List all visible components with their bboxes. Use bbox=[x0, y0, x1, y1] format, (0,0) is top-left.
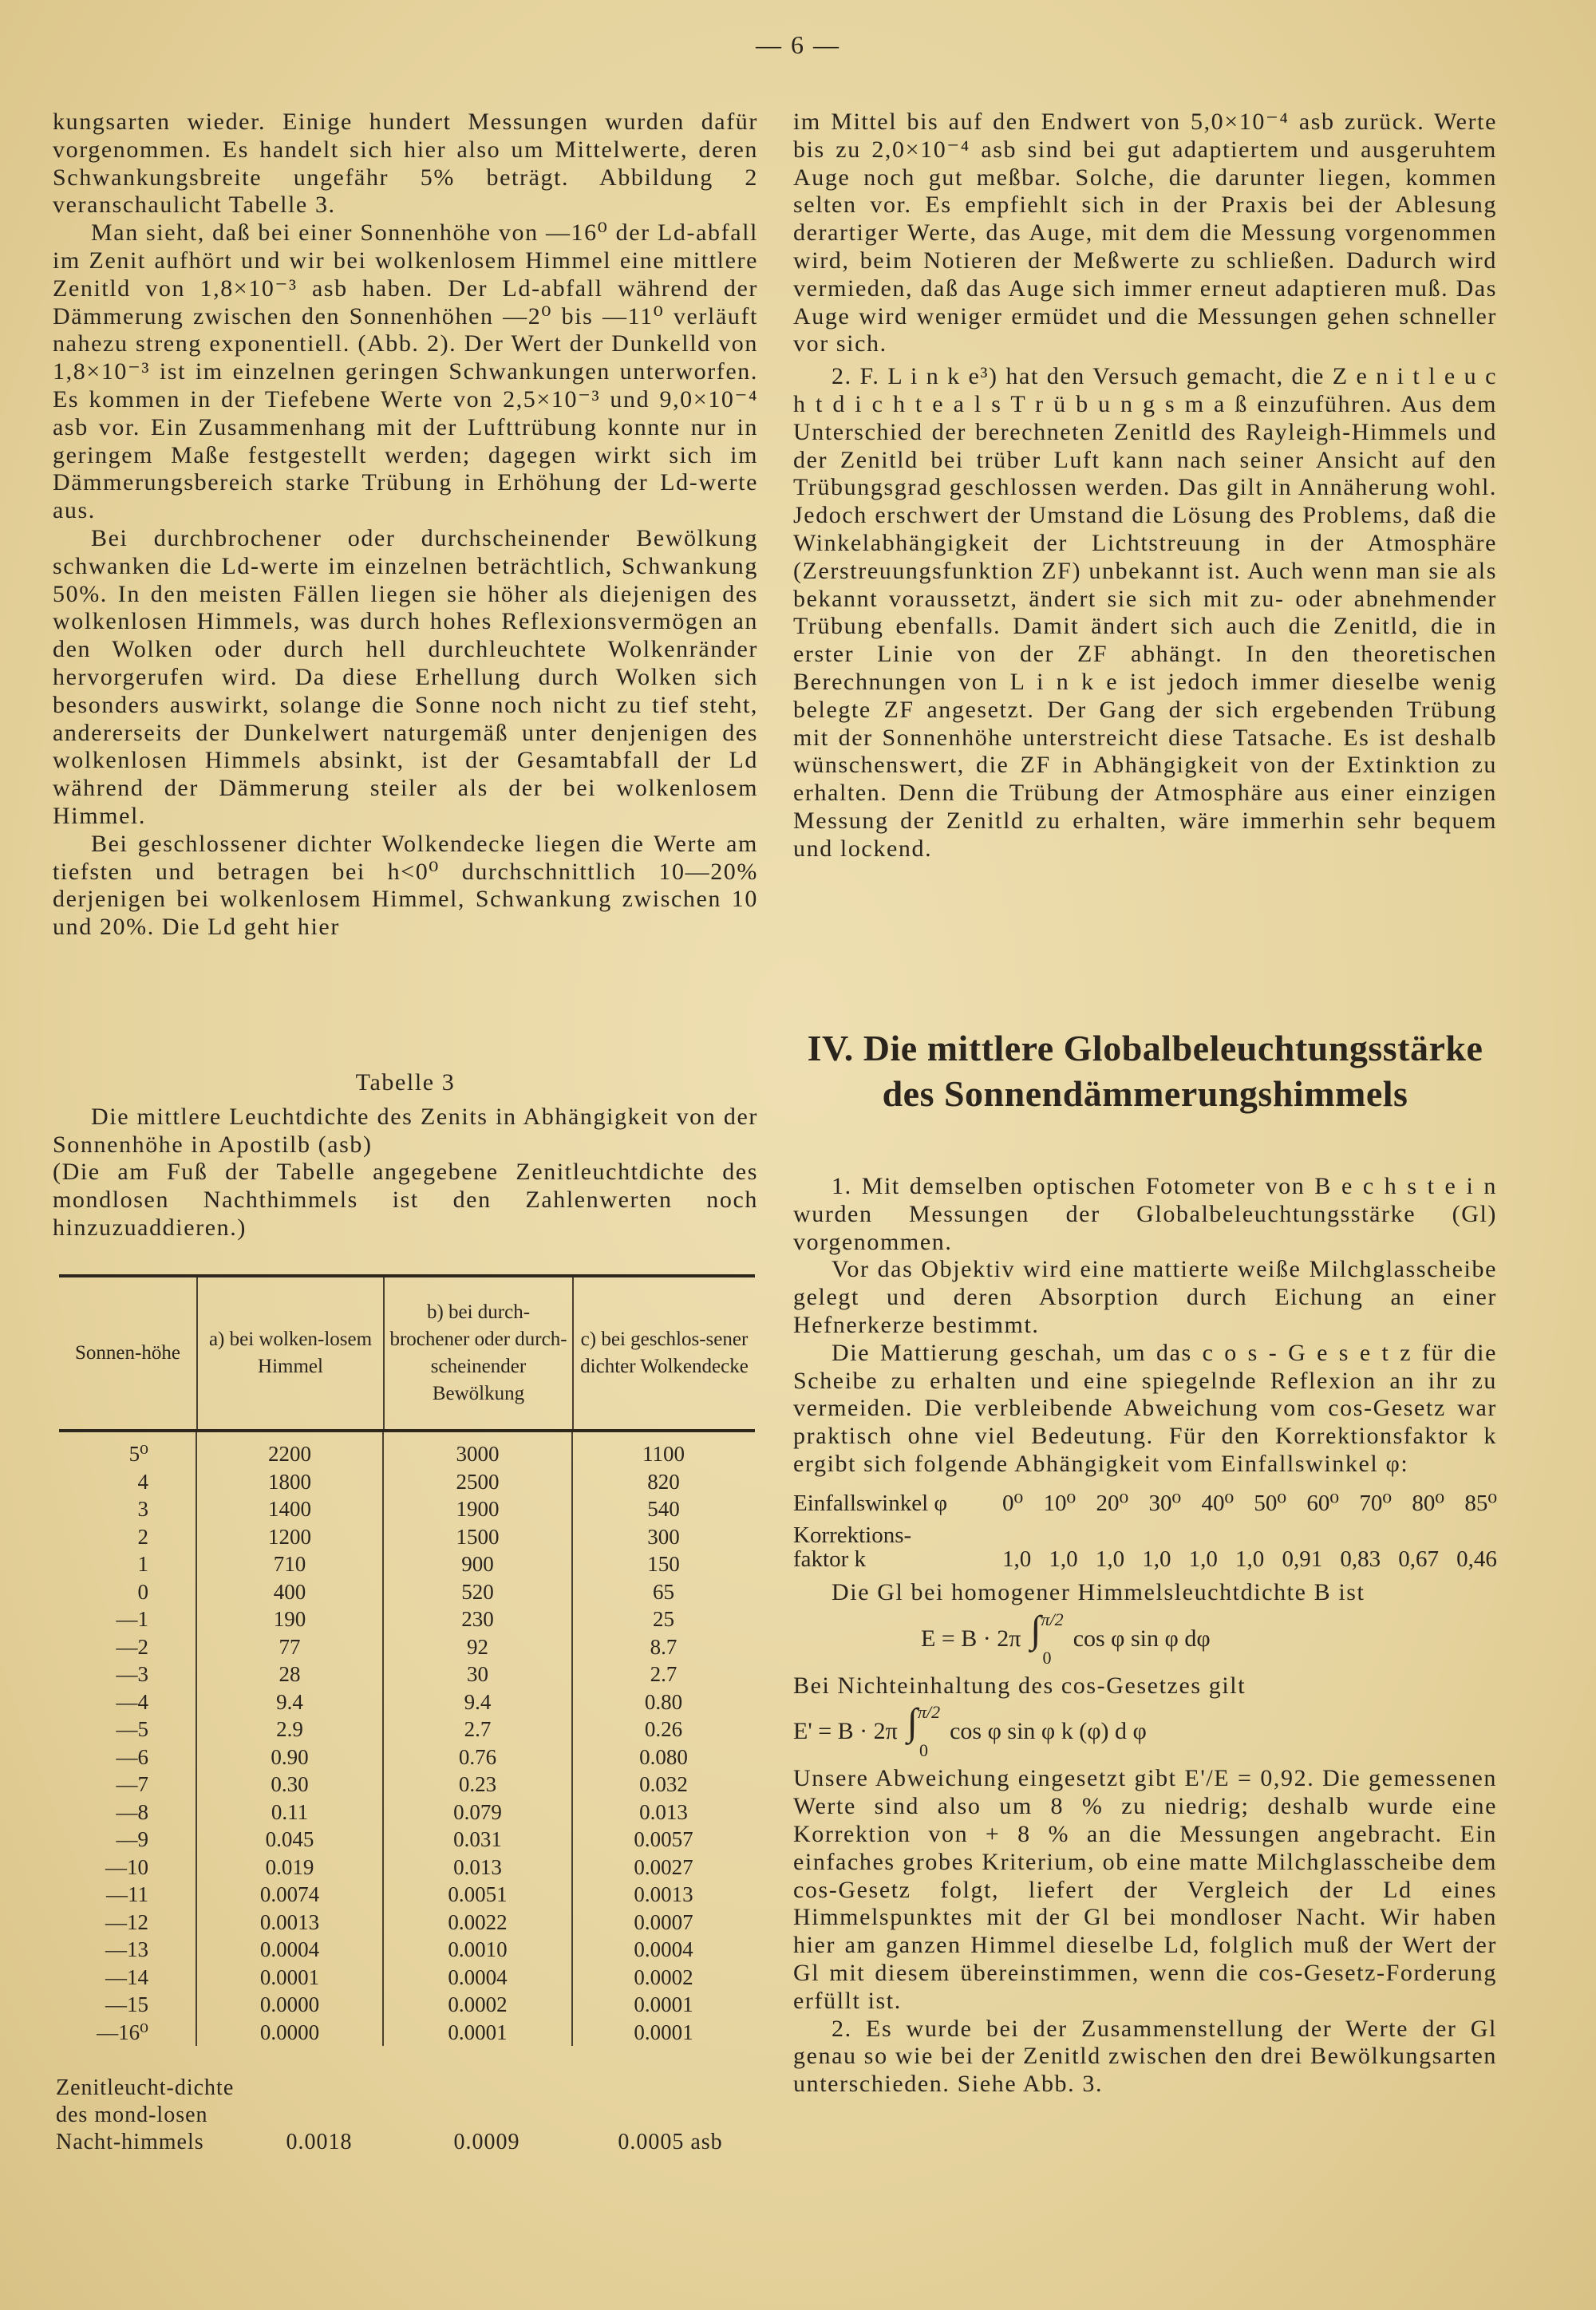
factor-values bbox=[1002, 1547, 1497, 1571]
table-row bbox=[59, 1468, 755, 1496]
cell-geschlossen: 540 bbox=[647, 1497, 680, 1521]
cell-wolkenlos: 0.0074 bbox=[259, 1882, 320, 1906]
cell-durchbrochen: 0.76 bbox=[458, 1744, 497, 1769]
cell-durchbrochen: 0.031 bbox=[453, 1827, 502, 1851]
factor-value: 0,67 bbox=[1398, 1546, 1439, 1572]
cell-wolkenlos: 0.045 bbox=[265, 1827, 314, 1851]
cell-wolkenlos: 1800 bbox=[268, 1469, 311, 1494]
cell-sonnenhoehe: —16⁰ bbox=[97, 2020, 148, 2044]
cell-geschlossen: 300 bbox=[647, 1524, 680, 1549]
cell-wolkenlos: 0.0000 bbox=[259, 1992, 320, 2016]
cell-geschlossen: 0.0027 bbox=[634, 1854, 693, 1879]
cell-geschlossen: 0.0007 bbox=[634, 1909, 693, 1934]
table-row bbox=[59, 1964, 755, 1992]
table-header bbox=[59, 1277, 755, 1429]
cell-sonnenhoehe: —9 bbox=[116, 1827, 148, 1851]
cell-sonnenhoehe: —7 bbox=[116, 1772, 148, 1796]
paragraph: 2. Es wurde bei der Zusammenstellung der Werte der Gl genau so wie bei der Zenitld zwischen den drei Bewölkungsarten unterschieden. Siehe Abb. 3. bbox=[793, 2015, 1497, 2098]
table-3 bbox=[59, 1274, 755, 2046]
table-row bbox=[59, 1771, 755, 1799]
cell-durchbrochen: 9.4 bbox=[464, 1689, 492, 1714]
cell-sonnenhoehe: 3 bbox=[137, 1497, 148, 1521]
eq1-lhs: E = B · 2π bbox=[921, 1625, 1021, 1652]
cell-durchbrochen: 0.0004 bbox=[448, 1964, 508, 1989]
cell-sonnenhoehe: —10 bbox=[105, 1854, 148, 1879]
paragraph: im Mittel bis auf den Endwert von 5,0×10⁻⁴ asb zurück. Werte bis zu 2,0×10⁻⁴ asb sind bei gut adaptiertem und ausgeruhtem Auge noch gut meßbar. Solche, die darunter liegen, kommen selten vor. Es empfiehlt sich in der Praxis bei der Ablesung derartiger Werte, das Auge, mit dem die Messung vorgenommen wird, beim Notieren der Meßwerte zu schließen. Dadurch wird vermieden, daß das Auge sich immer erneut adaptieren muß. Das Auge wird weniger ermüdet und die Messungen gehen schneller vor sich. bbox=[793, 109, 1497, 357]
cell-wolkenlos: 77 bbox=[279, 1634, 301, 1659]
cell-sonnenhoehe: —14 bbox=[105, 1964, 148, 1989]
table-row bbox=[59, 1881, 755, 1909]
cell-sonnenhoehe: —12 bbox=[105, 1909, 148, 1934]
cell-wolkenlos: 0.019 bbox=[265, 1854, 314, 1879]
factor-value: 0,91 bbox=[1282, 1546, 1323, 1572]
cell-sonnenhoehe: 2 bbox=[137, 1524, 148, 1549]
cell-durchbrochen: 520 bbox=[461, 1579, 494, 1604]
eq2-lower-limit: 0 bbox=[918, 1740, 928, 1761]
cell-sonnenhoehe: —4 bbox=[116, 1689, 148, 1714]
angle-value: 85⁰ bbox=[1464, 1490, 1497, 1516]
table-row bbox=[59, 1936, 755, 1964]
cell-geschlossen: 150 bbox=[647, 1552, 680, 1576]
integral-sign: ∫ π/2 0 bbox=[1030, 1608, 1064, 1668]
paragraph: Die Gl bei homogener Himmelsleuchtdichte B ist bbox=[832, 1578, 1365, 1605]
cell-geschlossen: 0.0001 bbox=[634, 1992, 693, 2016]
cell-geschlossen: 0.0057 bbox=[634, 1827, 693, 1851]
factor-value: 0,83 bbox=[1340, 1546, 1381, 1572]
correction-factor-table bbox=[793, 1491, 1497, 1571]
angle-value: 10⁰ bbox=[1043, 1490, 1077, 1516]
cell-geschlossen: 0.26 bbox=[644, 1717, 683, 1741]
table-row bbox=[59, 1854, 755, 1882]
footer-value-a: 0.0018 bbox=[286, 2130, 353, 2154]
angle-value: 20⁰ bbox=[1096, 1490, 1129, 1516]
cell-wolkenlos: 28 bbox=[279, 1662, 301, 1686]
paragraph: Bei geschlossener dichter Wolkendecke liegen die Werte am tiefsten und betragen bei h<0⁰ durchschnittlich 10—20% derjenigen bei wolkenlosem Himmel, Schwankung zwischen 10 und 20%. Die Ld geht hier bbox=[53, 830, 758, 941]
cell-durchbrochen: 0.0001 bbox=[448, 2020, 508, 2044]
header-wolkenlos: a) bei wolken-losem Himmel bbox=[196, 1277, 383, 1429]
table-row bbox=[59, 1440, 755, 1468]
paragraph: Die Mattierung geschah, um das c o s - G e s e t z für die Scheibe zu erhalten und eine spiegelnde Reflexion an ihr zu vermeiden. Die verbleibende Abweichung vom cos-Gesetz war praktisch ohne viel Bedeutung. Für den Korrektionsfaktor k ergibt sich folgende Abhängigkeit vom Einfallswinkel φ: bbox=[793, 1339, 1497, 1477]
cell-durchbrochen: 900 bbox=[461, 1552, 494, 1576]
footer-value-b: 0.0009 bbox=[453, 2130, 520, 2154]
angle-value: 80⁰ bbox=[1412, 1490, 1445, 1516]
eq1-integrand: cos φ sin φ dφ bbox=[1073, 1625, 1211, 1652]
right-column-lower bbox=[793, 1173, 1497, 2099]
cell-geschlossen: 0.080 bbox=[639, 1744, 688, 1769]
column-divider bbox=[382, 1432, 384, 2046]
cell-wolkenlos: 2.9 bbox=[276, 1717, 303, 1741]
cell-sonnenhoehe: —13 bbox=[105, 1937, 148, 1961]
table-row bbox=[59, 1633, 755, 1661]
cell-wolkenlos: 0.30 bbox=[271, 1772, 309, 1796]
eq2-lhs: E' = B · 2π bbox=[793, 1718, 898, 1745]
cell-wolkenlos: 710 bbox=[273, 1552, 306, 1576]
factor-value: 1,0 bbox=[1095, 1546, 1125, 1572]
factor-value: 1,0 bbox=[1142, 1546, 1171, 1572]
angle-values bbox=[1002, 1491, 1497, 1515]
cell-geschlossen: 1100 bbox=[642, 1442, 685, 1466]
paragraph: kungsarten wieder. Einige hundert Messungen wurden dafür vorgenommen. Es handelt sich hier also um Mittelwerte, deren Schwankungsbreite ungefähr 5% beträgt. Abbildung 2 veranschaulicht Tabelle 3. bbox=[53, 109, 758, 219]
integral-sign: ∫ π/2 0 bbox=[907, 1701, 941, 1761]
cell-durchbrochen: 0.079 bbox=[453, 1799, 502, 1824]
cell-sonnenhoehe: 1 bbox=[137, 1552, 148, 1576]
cell-geschlossen: 0.0002 bbox=[634, 1964, 693, 1989]
cell-sonnenhoehe: —11 bbox=[106, 1882, 148, 1906]
cell-sonnenhoehe: 0 bbox=[137, 1579, 148, 1604]
cell-wolkenlos: 0.11 bbox=[271, 1799, 309, 1824]
footer-label: Zenitleucht-dichte des mond-losen Nacht-himmels bbox=[56, 2075, 235, 2154]
page-number: — 6 — bbox=[756, 30, 840, 59]
angle-value: 50⁰ bbox=[1254, 1490, 1287, 1516]
eq2-upper-limit: π/2 bbox=[917, 1702, 941, 1723]
section-heading: IV. Die mittlere Globalbeleuchtungsstärke des Sonnendämmerungshimmels bbox=[807, 1028, 1483, 1114]
cell-durchbrochen: 0.013 bbox=[453, 1854, 502, 1879]
cell-wolkenlos: 0.0001 bbox=[259, 1964, 320, 1989]
cell-wolkenlos: 400 bbox=[273, 1579, 306, 1604]
cell-wolkenlos: 0.0000 bbox=[259, 2020, 320, 2044]
cell-geschlossen: 0.0004 bbox=[634, 1937, 693, 1961]
cell-sonnenhoehe: —8 bbox=[116, 1799, 148, 1824]
table-footer-row bbox=[56, 2075, 758, 2156]
factor-value: 1,0 bbox=[1049, 1546, 1078, 1572]
table-title: Tabelle 3 bbox=[355, 1069, 456, 1096]
cell-wolkenlos: 9.4 bbox=[276, 1689, 303, 1714]
paragraph: Vor das Objektiv wird eine mattierte weiße Milchglasscheibe gelegt und deren Absorption durch Eichung an einer Hefnerkerze bestimmt. bbox=[793, 1256, 1497, 1338]
cell-geschlossen: 65 bbox=[653, 1579, 674, 1604]
cell-geschlossen: 0.0013 bbox=[634, 1882, 693, 1906]
cell-durchbrochen: 0.0051 bbox=[448, 1882, 508, 1906]
footer-value-c: 0.0005 asb bbox=[618, 2130, 723, 2154]
eq1-upper-limit: π/2 bbox=[1041, 1609, 1064, 1629]
paragraph: Bei durchbrochener oder durchscheinender Bewölkung schwanken die Ld-werte im einzelnen beträchtlich, Schwankung 50%. In den meisten Fällen liegen sie höher als diejenigen des wolkenlosen Himmels, was durch hohes Reflexionsvermögen an den Wolken oder durch hell durchleuchtete Wolkenränder hervorgerufen wird. Da diese Erhellung durch Wolken sich besonders auswirkt, solange die Sonne noch nicht zu tief steht, andererseits der Dunkelwert naturgemäß unter denjenigen des wolkenlosen Himmels absinkt, ist der Gesamtabfall der Ld während der Dämmerung steiler als der bei wolkenlosem Himmel. bbox=[53, 524, 758, 829]
table-row bbox=[59, 2019, 755, 2047]
cell-durchbrochen: 30 bbox=[467, 1662, 488, 1686]
angle-value: 60⁰ bbox=[1306, 1490, 1340, 1516]
factor-value: 1,0 bbox=[1002, 1546, 1032, 1572]
cell-sonnenhoehe: —2 bbox=[116, 1634, 148, 1659]
cell-wolkenlos: 0.0004 bbox=[259, 1937, 320, 1961]
header-geschlossen: c) bei geschlos-sener dichter Wolkendecke bbox=[572, 1277, 755, 1429]
paragraph: 1. Mit demselben optischen Fotometer von B e c h s t e i n wurden Messungen der Globalbeleuchtungsstärke (Gl) vorgenommen. bbox=[793, 1173, 1497, 1255]
table-note: (Die am Fuß der Tabelle angegebene Zenitleuchtdichte des mondlosen Nachthimmels ist den Zahlenwerten noch hinzuzuaddieren.) bbox=[53, 1159, 758, 1241]
table-row bbox=[59, 1660, 755, 1688]
table-row bbox=[59, 1523, 755, 1551]
cell-sonnenhoehe: —1 bbox=[116, 1607, 148, 1631]
right-column bbox=[793, 109, 1497, 863]
angle-value: 70⁰ bbox=[1359, 1490, 1393, 1516]
cell-geschlossen: 0.0001 bbox=[634, 2020, 693, 2044]
cell-sonnenhoehe: —3 bbox=[116, 1662, 148, 1686]
cell-durchbrochen: 0.23 bbox=[458, 1772, 497, 1796]
equation-2 bbox=[793, 1703, 1497, 1760]
angle-value: 30⁰ bbox=[1148, 1490, 1182, 1516]
cell-durchbrochen: 230 bbox=[461, 1607, 494, 1631]
table-row bbox=[59, 1495, 755, 1523]
table-row bbox=[59, 1743, 755, 1771]
cell-wolkenlos: 0.90 bbox=[271, 1744, 309, 1769]
cell-geschlossen: 0.032 bbox=[639, 1772, 688, 1796]
angle-value: 40⁰ bbox=[1201, 1490, 1235, 1516]
cell-sonnenhoehe: —6 bbox=[116, 1744, 148, 1769]
cell-durchbrochen: 92 bbox=[467, 1634, 488, 1659]
table-row bbox=[59, 1550, 755, 1578]
cell-sonnenhoehe: 4 bbox=[137, 1469, 148, 1494]
table-caption-text: Die mittlere Leuchtdichte des Zenits in Abhängigkeit von der Sonnenhöhe in Apostilb (asb) bbox=[53, 1103, 758, 1158]
factor-value: 1,0 bbox=[1188, 1546, 1218, 1572]
cell-sonnenhoehe: —15 bbox=[105, 1992, 148, 2016]
section-heading-container bbox=[793, 1025, 1497, 1116]
cell-geschlossen: 2.7 bbox=[650, 1662, 678, 1686]
cell-geschlossen: 0.013 bbox=[639, 1799, 688, 1824]
table-body bbox=[59, 1432, 755, 2046]
paragraph: Man sieht, daß bei einer Sonnenhöhe von —16⁰ der Ld-abfall im Zenit aufhört und wir bei wolkenlosem Himmel eine mittlere Zenitld von 1,8×10⁻³ asb haben. Der Ld-abfall während der Dämmerung zwischen den Sonnenhöhen —2⁰ bis —11⁰ verläuft nahezu streng exponentiell. (Abb. 2). Der Wert der Dunkelld von 1,8×10⁻³ ist im einzelnen geringen Schwankungen unterworfen. Es kommen in der Tiefebene Werte von 2,5×10⁻³ und 9,0×10⁻⁴ asb vor. Ein Zusammenhang mit der Lufttrübung konnte nur in geringem Maße festgestellt werden; dagegen wirkt sich im Dämmerungsbereich starke Trübung in Erhöhung der Ld-werte aus. bbox=[53, 219, 758, 524]
cell-durchbrochen: 2.7 bbox=[464, 1717, 492, 1741]
header-sonnenhoehe: Sonnen-höhe bbox=[75, 1342, 180, 1364]
table-row bbox=[59, 1688, 755, 1716]
cell-durchbrochen: 0.0002 bbox=[448, 1992, 508, 2016]
factor-value: 0,46 bbox=[1456, 1546, 1497, 1572]
eq2-integrand: cos φ sin φ k (φ) d φ bbox=[950, 1718, 1147, 1745]
table-row bbox=[59, 1578, 755, 1606]
column-divider bbox=[571, 1432, 573, 2046]
table-row bbox=[59, 1716, 755, 1743]
table-caption bbox=[53, 1069, 758, 1242]
cell-geschlossen: 820 bbox=[647, 1469, 680, 1494]
paragraph: 2. F. L i n k e³) hat den Versuch gemacht, die Z e n i t l e u c h t d i c h t e a l s T r ü b u n g s m a ß einzuführen. Aus dem Unterschied der berechneten Zenitld des Rayleigh-Himmels und der Zenitld bei trüber Luft kann nach seiner Ansicht auf den Trübungsgrad geschlossen werden. Das gilt in Annäherung wohl. Jedoch erschwert der Umstand die Lösung des Problems, daß die Winkelabhängigkeit der Lichtstreuung in der Atmosphäre (Zerstreuungsfunktion ZF) unbekannt ist. Auch wenn man sie als bekannt voraussetzt, ändert sie sich mit zu- oder abnehmender Trübung ebenfalls. Damit ändert sich auch die Zenitld, die in erster Linie von der ZF abhängt. In den theoretischen Berechnungen von L i n k e ist jedoch immer dieselbe wenig belegte ZF angesetzt. Der Gang der sich ergebenden Trübung mit der Sonnenhöhe unterstreicht diese Tatsache. Es ist deshalb wünschenswert, die ZF in Abhängigkeit von der Extinktion zu erhalten. Denn die Trübung der Atmosphäre aus einer einzigen Messung der Zenitld zu erhalten, wäre immerhin sehr bequem und lockend. bbox=[793, 363, 1497, 862]
left-column bbox=[53, 109, 758, 942]
cell-geschlossen: 0.80 bbox=[644, 1689, 683, 1714]
table-row bbox=[59, 1605, 755, 1633]
cell-durchbrochen: 1900 bbox=[456, 1497, 500, 1521]
paragraph: Bei Nichteinhaltung des cos-Gesetzes gilt bbox=[793, 1672, 1246, 1699]
cell-durchbrochen: 0.0010 bbox=[448, 1937, 508, 1961]
cell-wolkenlos: 1400 bbox=[268, 1497, 311, 1521]
equation-1 bbox=[793, 1610, 1497, 1668]
factor-label-2: faktor k bbox=[793, 1546, 866, 1572]
eq1-lower-limit: 0 bbox=[1042, 1647, 1052, 1668]
paragraph: Unsere Abweichung eingesetzt gibt E'/E = 0,92. Die gemessenen Werte sind also um 8 % zu niedrig; deshalb wurde eine Korrektion von + 8 % an die Messungen angebracht. Ein einfaches grobes Kriterium, ob eine matte Milchglasscheibe dem cos-Gesetz folgt, liefert der Vergleich der Ld eines Himmelspunktes mit der Gl bei mondloser Nacht. Wir haben hier am ganzen Himmel dieselbe Ld, folglich muß der Wert der Gl mit diesem übereinstimmen, wenn die cos-Gesetz-Forderung erfüllt ist. bbox=[793, 1765, 1497, 2014]
header-durchbrochen: b) bei durch-brochener oder durch-scheinender Bewölkung bbox=[383, 1277, 572, 1429]
factor-value: 1,0 bbox=[1235, 1546, 1265, 1572]
angle-value: 0⁰ bbox=[1002, 1490, 1024, 1516]
cell-wolkenlos: 190 bbox=[273, 1607, 306, 1631]
cell-geschlossen: 25 bbox=[653, 1607, 674, 1631]
cell-durchbrochen: 0.0022 bbox=[448, 1909, 508, 1934]
cell-wolkenlos: 2200 bbox=[268, 1442, 311, 1466]
table-row bbox=[59, 1991, 755, 2019]
table-row bbox=[59, 1799, 755, 1826]
factor-label-1: Korrektions- bbox=[793, 1522, 912, 1548]
cell-geschlossen: 8.7 bbox=[650, 1634, 678, 1659]
angle-label: Einfallswinkel φ bbox=[793, 1490, 948, 1516]
table-row bbox=[59, 1826, 755, 1854]
cell-durchbrochen: 3000 bbox=[456, 1442, 500, 1466]
cell-wolkenlos: 1200 bbox=[268, 1524, 311, 1549]
column-divider bbox=[196, 1432, 197, 2046]
cell-sonnenhoehe: 5⁰ bbox=[128, 1442, 148, 1466]
cell-sonnenhoehe: —5 bbox=[116, 1717, 148, 1741]
table-row bbox=[59, 1909, 755, 1937]
cell-wolkenlos: 0.0013 bbox=[259, 1909, 320, 1934]
cell-durchbrochen: 1500 bbox=[456, 1524, 500, 1549]
cell-durchbrochen: 2500 bbox=[456, 1469, 500, 1494]
